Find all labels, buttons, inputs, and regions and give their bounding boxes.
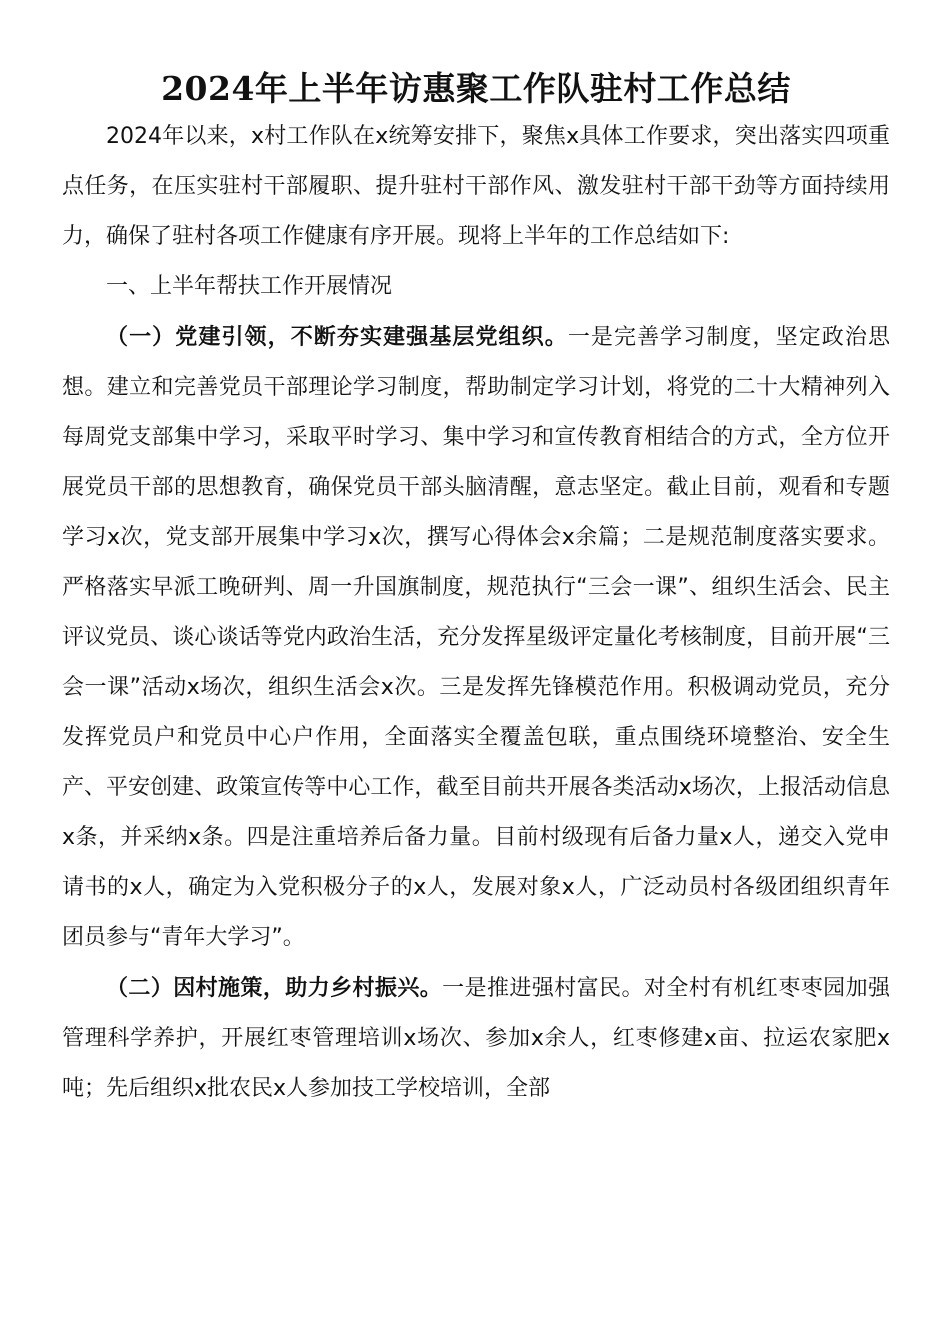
intro-paragraph: 2024年以来，x村工作队在x统筹安排下，聚焦x具体工作要求，突出落实四项重点任务，在压实驻村干部履职、提升驻村干部作风、激发驻村干部干劲等方面持续用力，确保了驻村各项工作健康有序开展。现将上半年的工作总结如下:	[62, 124, 890, 249]
subsection-lead: （一）党建引领，不断夯实建强基层党组织。	[106, 324, 568, 350]
document-page	[62, 66, 890, 1114]
subsection-lead: （二）因村施策，助力乡村振兴。	[106, 975, 443, 1001]
section-heading: 一、上半年帮扶工作开展情况	[106, 274, 393, 299]
document-title: 2024年上半年访惠聚工作队驻村工作总结	[161, 69, 791, 108]
subsection-body: 一是完善学习制度，坚定政治思想。建立和完善党员干部理论学习制度，帮助制定学习计划，将党的二十大精神列入每周党支部集中学习，采取平时学习、集中学习和宣传教育相结合的方式，全方位开展党员干部的思想教育，确保党员干部头脑清醒，意志坚定。截止目前，观看和专题学习x次，党支部开展集中学习x次，撰写心得体会x余篇；二是规范制度落实要求。严格落实早派工晚研判、周一升国旗制度，规范执行“三会一课”、组织生活会、民主评议党员、谈心谈话等党内政治生活，充分发挥星级评定量化考核制度，目前开展“三会一课”活动x场次，组织生活会x次。三是发挥先锋模范作用。积极调动党员，充分发挥党员户和党员中心户作用，全面落实全覆盖包联，重点围绕环境整治、安全生产、平安创建、政策宣传等中心工作，截至目前共开展各类活动x场次，上报活动信息x条，并采纳x条。四是注重培养后备力量。目前村级现有后备力量x人，递交入党申请书的x人，确定为入党积极分子的x人，发展对象x人，广泛动员村各级团组织青年团员参与“青年大学习”。	[62, 325, 890, 950]
subsection-party-building	[62, 312, 890, 963]
subsection-body: 一是推进强村富民。对全村有机红枣枣园加强管理科学养护，开展红枣管理培训x场次、参加x余人，红枣修建x亩、拉运农家肥x吨；先后组织x批农民x人参加技工学校培训，全部	[62, 976, 890, 1101]
subsection-rural-revitalization	[62, 963, 890, 1114]
